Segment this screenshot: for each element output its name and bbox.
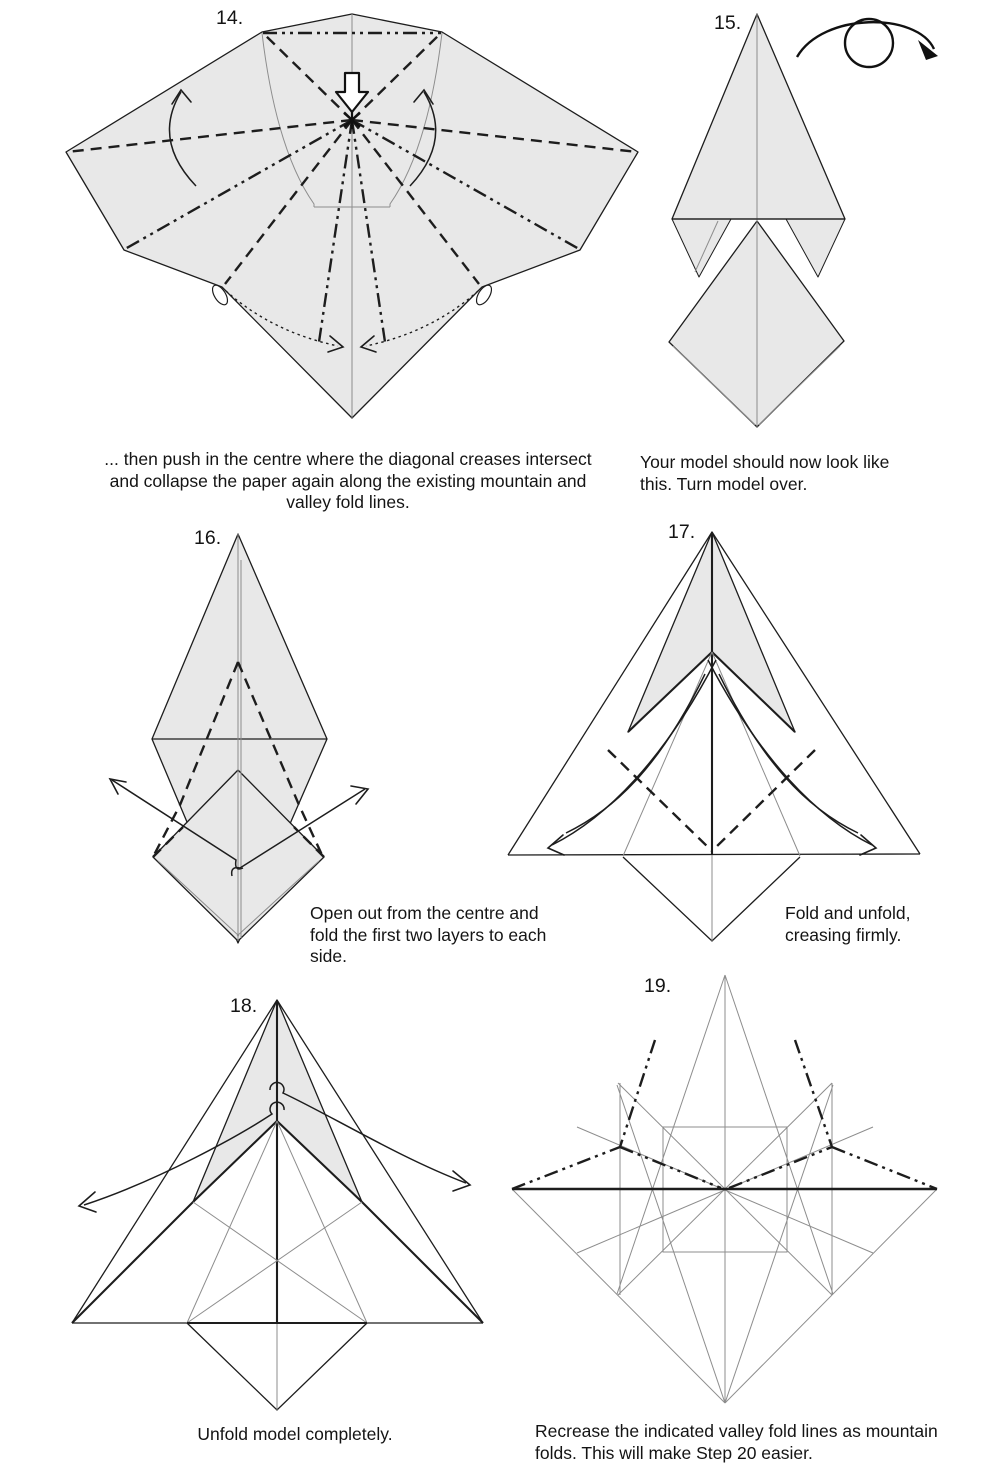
step-19-diagram bbox=[512, 975, 937, 1403]
step-14-caption: ... then push in the centre where the diagonal creases intersect and collapse the paper again along the existing mountain and valley fold lines. bbox=[104, 449, 592, 513]
step-16-caption: Open out from the centre and fold the first two layers to each side. bbox=[310, 903, 547, 967]
step-18-number: 18. bbox=[230, 995, 258, 1017]
turn-over-icon bbox=[797, 19, 938, 67]
top-triangle bbox=[672, 14, 845, 219]
below-base-diamond bbox=[187, 1323, 367, 1410]
step-17-number: 17. bbox=[668, 521, 696, 543]
below-base-diamond bbox=[623, 855, 800, 941]
step-16-number: 16. bbox=[194, 527, 222, 549]
step-15-caption: Your model should now look like this. Turn model over. bbox=[640, 452, 890, 494]
step-17-diagram bbox=[508, 532, 920, 941]
step-18-caption: Unfold model completely. bbox=[197, 1424, 393, 1444]
back-wing-right bbox=[786, 219, 845, 277]
step-15-number: 15. bbox=[714, 12, 742, 34]
step-14-diagram bbox=[66, 14, 638, 418]
step-19-number: 19. bbox=[644, 975, 672, 997]
step-14-number: 14. bbox=[216, 7, 244, 29]
step-18-diagram bbox=[72, 1000, 483, 1410]
step-16-diagram bbox=[110, 534, 368, 943]
step-17-caption: Fold and unfold, creasing firmly. bbox=[785, 903, 911, 945]
step-15-diagram bbox=[669, 14, 938, 427]
step-19-caption: Recrease the indicated valley fold lines as mountain folds. This will make Step 20 easier. bbox=[535, 1421, 938, 1463]
